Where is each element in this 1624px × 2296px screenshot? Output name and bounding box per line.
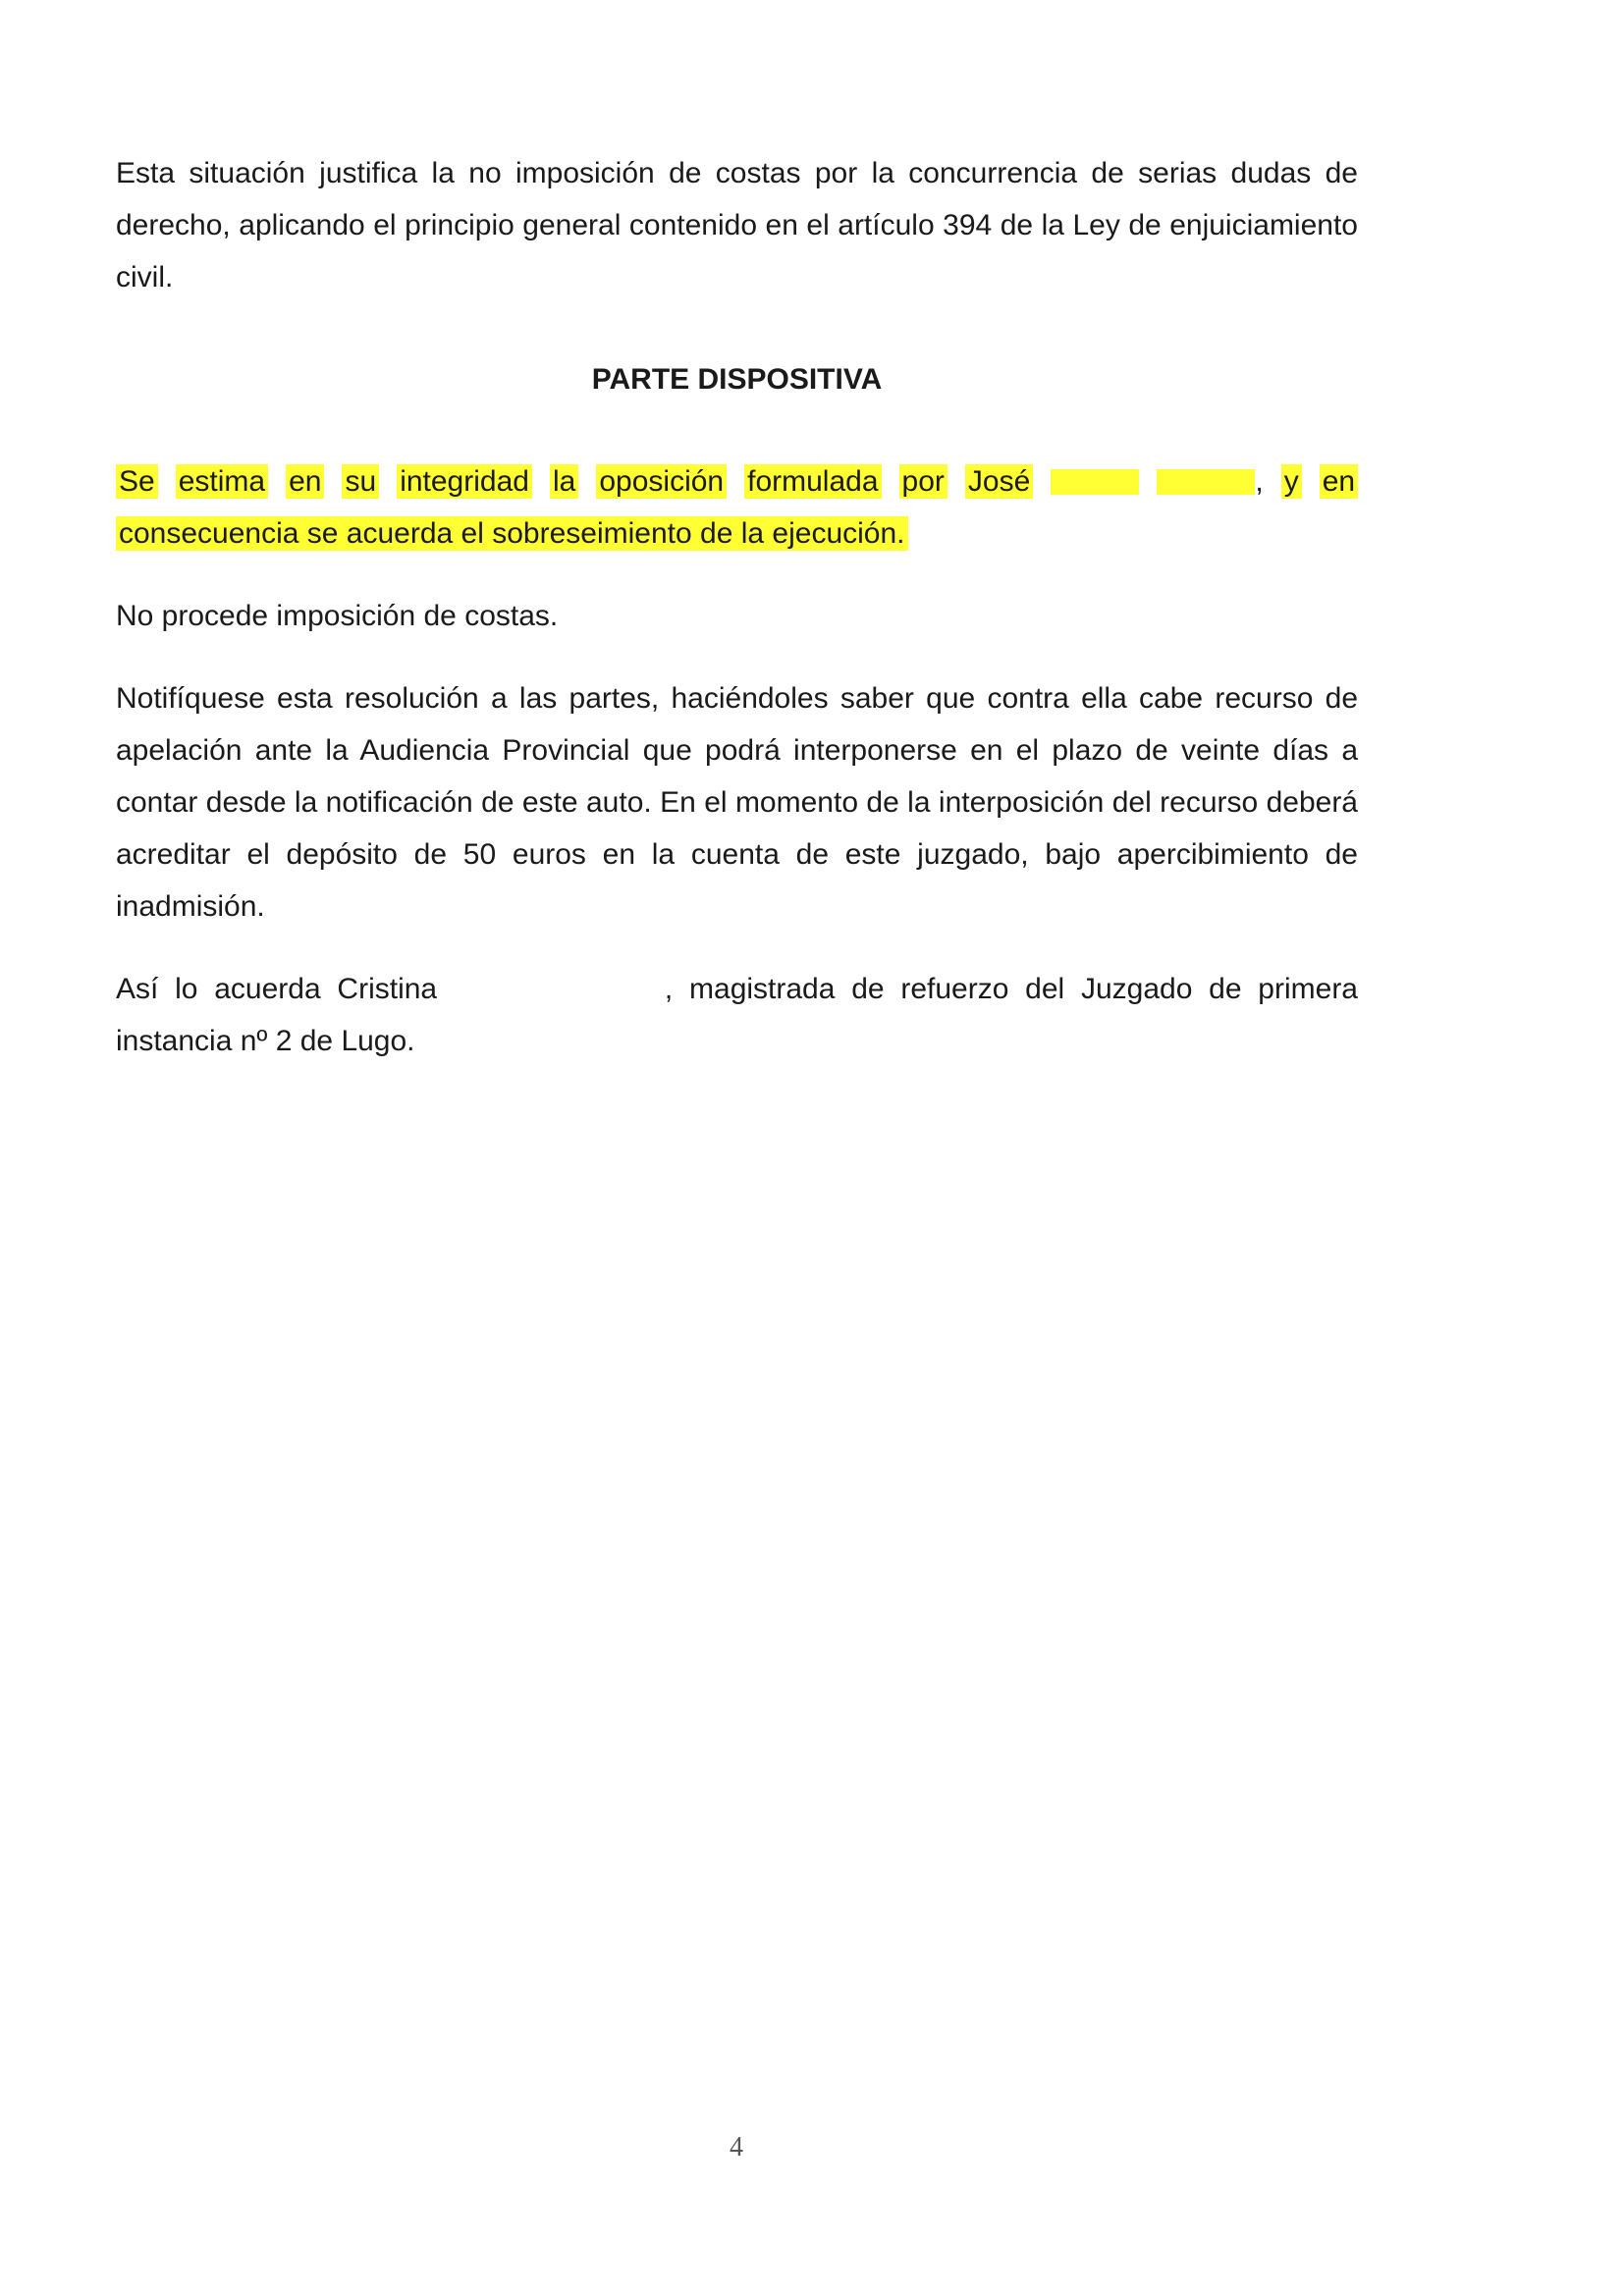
ruling-word: por	[899, 464, 947, 499]
ruling-word: y	[1281, 464, 1302, 499]
paragraph-no-costs: No procede imposición de costas.	[116, 600, 559, 632]
paragraph-costs-justification: Esta situación justifica la no imposición de costas por la concurrencia de serias dudas de derecho, aplicando el principio general contenido en el artículo 394 de la Ley de enjuiciamiento civil.	[116, 157, 1358, 294]
ruling-word: José	[965, 464, 1033, 499]
ruling-word: estima	[176, 464, 268, 499]
section-heading: PARTE DISPOSITIVA	[591, 363, 883, 396]
redacted-judge-surname	[454, 977, 665, 1002]
ruling-word: en	[286, 464, 324, 499]
paragraph-notification: Notifíquese esta resolución a las partes, haciéndoles saber que contra ella cabe recurso de apelación ante la Audiencia Provincial que podrá interponerse en el plazo de veinte días a contar desde la notificación de este auto. En el momento de la interposición del recurso deberá acreditar el depósito de 50 euros en la cuenta de este juzgado, bajo apercibimiento de inadmisión.	[116, 682, 1358, 923]
ruling-word: Se	[116, 464, 158, 499]
ruling-word: su	[342, 464, 379, 499]
document-body	[116, 147, 1358, 1067]
signature-text-after: , magistrada de refuerzo del Juzgado de primera instancia nº 2 de Lugo.	[116, 973, 1358, 1057]
ruling-word: formulada	[744, 464, 881, 499]
ruling-word: la	[550, 464, 578, 499]
signature-text-before: Así lo acuerda Cristina	[116, 973, 438, 1005]
ruling-comma: ,	[1255, 465, 1264, 498]
redacted-surname-1	[1051, 469, 1139, 495]
paragraph-signature	[116, 963, 1358, 1067]
ruling-line-2: consecuencia se acuerda el sobreseimiento de la ejecución.	[116, 516, 908, 551]
ruling-word: en	[1320, 464, 1358, 499]
redacted-surname-2	[1157, 469, 1255, 495]
page-number: 4	[730, 2132, 743, 2163]
ruling-paragraph	[116, 455, 1358, 560]
ruling-word: oposición	[596, 464, 727, 499]
ruling-word: integridad	[397, 464, 532, 499]
